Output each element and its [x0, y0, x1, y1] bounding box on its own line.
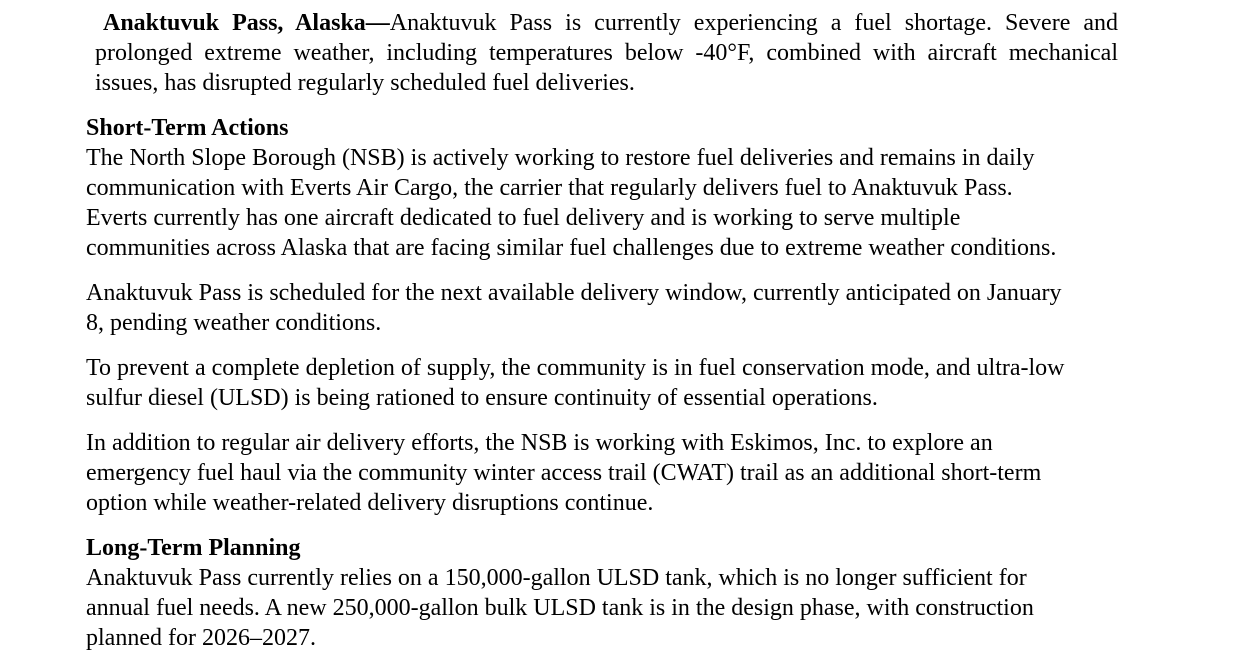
text-line: 8, pending weather conditions. [86, 310, 382, 336]
dateline-bold-lead: Anaktuvuk Pass, Alaska— [103, 10, 390, 36]
text-line: issues, has disrupted regularly scheduled fuel deliveries. [95, 70, 635, 96]
dateline-paragraph [95, 8, 1118, 98]
body-paragraph [86, 428, 1242, 518]
text-line: Everts currently has one aircraft dedicated to fuel delivery and is working to serve multiple [86, 205, 961, 231]
text-line: The North Slope Borough (NSB) is actively working to restore fuel deliveries and remains in daily [86, 145, 1035, 171]
text-line: In addition to regular air delivery efforts, the NSB is working with Eskimos, Inc. to explore an [86, 430, 993, 456]
text-line: communication with Everts Air Cargo, the carrier that regularly delivers fuel to Anaktuvuk Pass. [86, 175, 1013, 201]
section-heading-short-term-actions: Short-Term Actions [86, 115, 289, 141]
text-line: annual fuel needs. A new 250,000-gallon bulk ULSD tank is in the design phase, with construction [86, 595, 1034, 621]
section-heading-long-term-planning: Long-Term Planning [86, 535, 301, 561]
text-line: sulfur diesel (ULSD) is being rationed to ensure continuity of essential operations. [86, 385, 878, 411]
text-line: To prevent a complete depletion of supply, the community is in fuel conservation mode, and ultra-low [86, 355, 1065, 381]
body-paragraph [86, 563, 1242, 650]
text-line: Anaktuvuk Pass is scheduled for the next available delivery window, currently anticipated on January [86, 280, 1062, 306]
text-line: option while weather-related delivery disruptions continue. [86, 490, 654, 516]
text-line: communities across Alaska that are facing similar fuel challenges due to extreme weather conditions. [86, 235, 1057, 261]
text-line: prolonged extreme weather, including temperatures below -40°F, combined with aircraft mechanical [95, 40, 1118, 66]
body-paragraph [86, 278, 1242, 338]
text-line [95, 8, 1118, 38]
dateline-line1-rest: Anaktuvuk Pass is currently experiencing a fuel shortage. Severe and [389, 10, 1119, 36]
body-paragraph [86, 353, 1242, 413]
text-line: planned for 2026–2027. [86, 625, 316, 650]
body-paragraph [86, 143, 1242, 263]
text-line: Anaktuvuk Pass currently relies on a 150,000-gallon ULSD tank, which is no longer sufficient for [86, 565, 1027, 591]
text-line: emergency fuel haul via the community winter access trail (CWAT) trail as an additional short-term [86, 460, 1042, 486]
